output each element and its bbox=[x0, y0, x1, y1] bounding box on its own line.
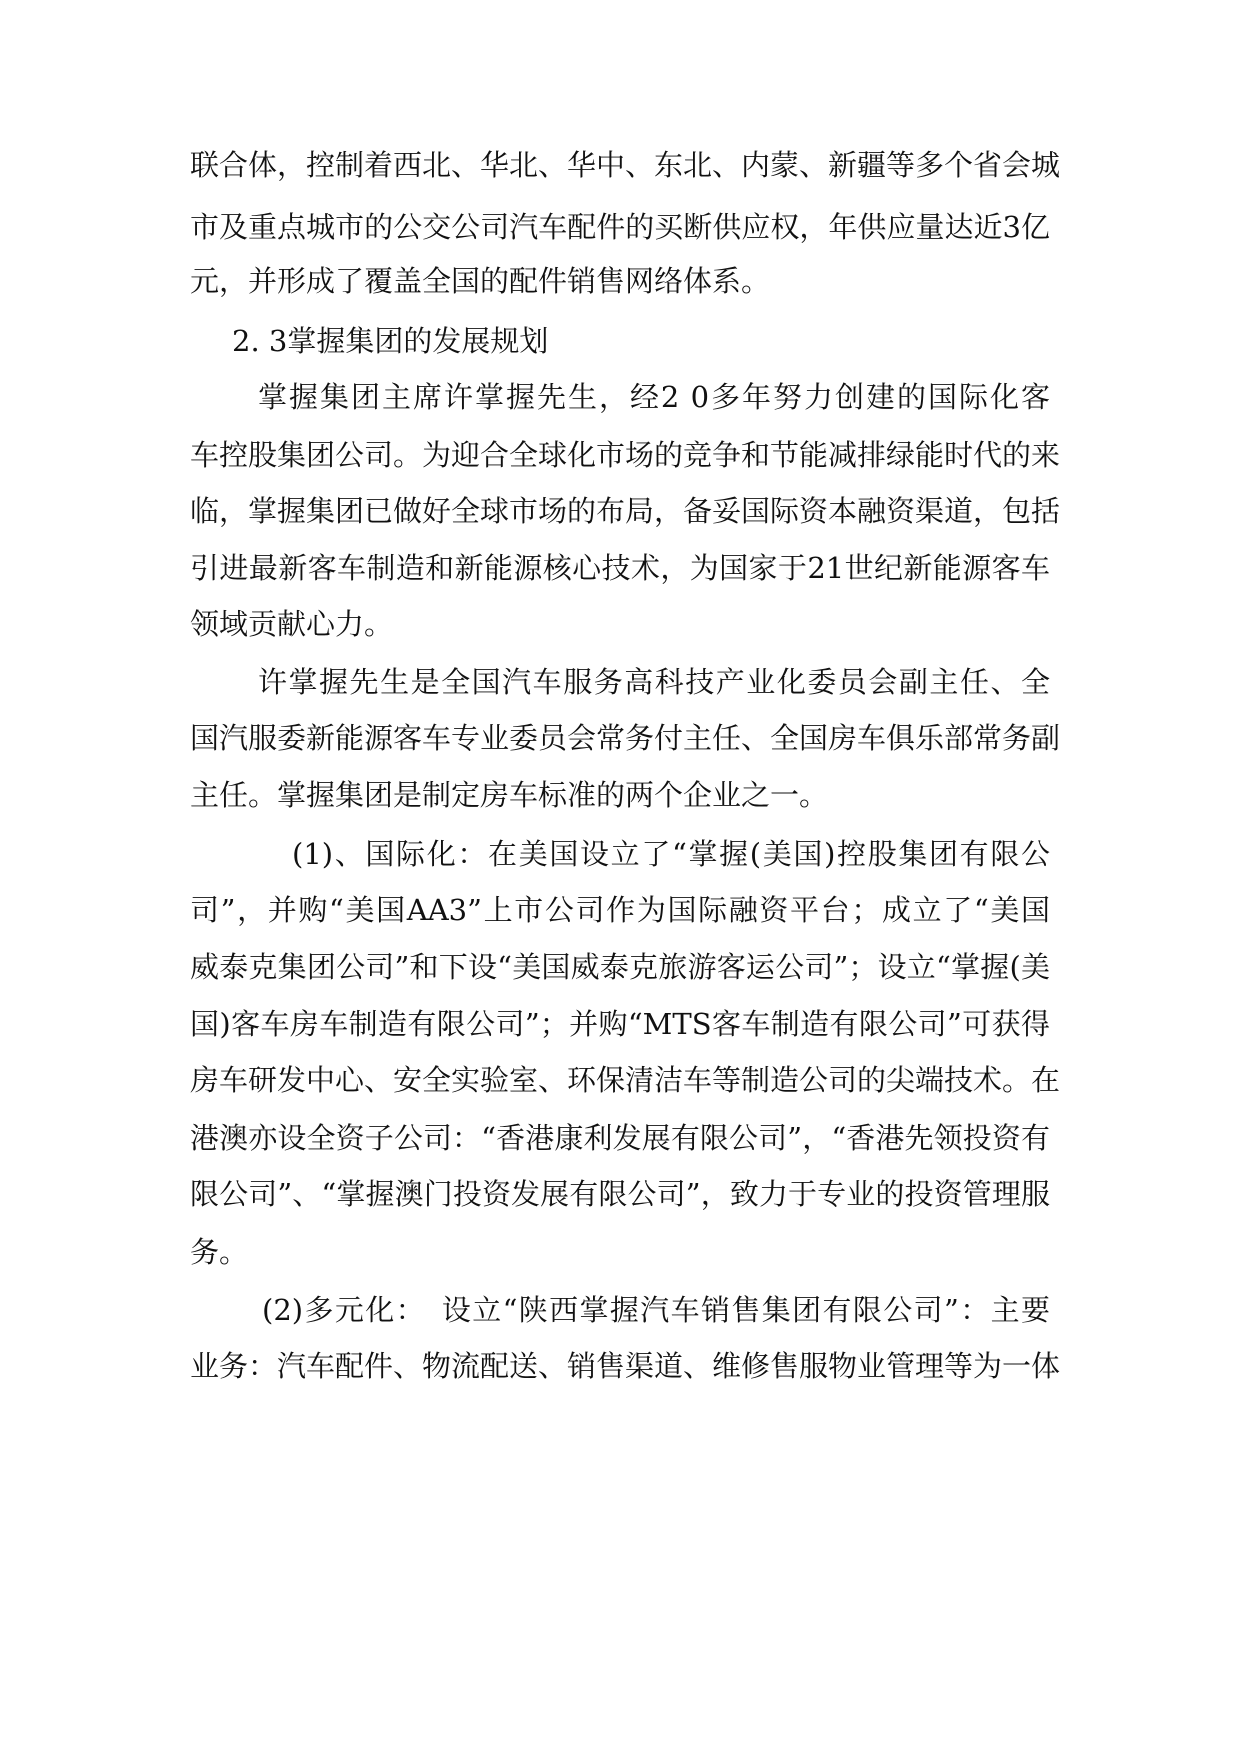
text-line-18: 港澳亦设全资子公司：“香港康利发展有限公司”，“香港先领投资有 bbox=[190, 1121, 1050, 1155]
text-line-6: 车控股集团公司。为迎合全球化市场的竞争和节能减排绿能时代的来 bbox=[190, 438, 1061, 472]
text-line-21: (2)多元化： 设立“陕西掌握汽车销售集团有限公司”：主要 bbox=[262, 1293, 1050, 1327]
text-line-1: 联合体，控制着西北、华北、华中、东北、内蒙、新疆等多个省会城 bbox=[190, 148, 1061, 182]
text-line-11: 国汽服委新能源客车专业委员会常务付主任、全国房车俱乐部常务副 bbox=[190, 721, 1061, 755]
text-line-14: 司”，并购“美国AA3”上市公司作为国际融资平台；成立了“美国 bbox=[190, 893, 1050, 927]
text-line-16: 国)客车房车制造有限公司”；并购“MTS客车制造有限公司”可获得 bbox=[190, 1007, 1050, 1041]
text-line-5: 掌握集团主席许掌握先生，经2 0多年努力创建的国际化客 bbox=[258, 380, 1050, 414]
text-line-20: 务。 bbox=[190, 1235, 249, 1269]
text-line-17: 房车研发中心、安全实验室、环保清洁车等制造公司的尖端技术。在 bbox=[190, 1063, 1061, 1097]
text-line-9: 领域贡献心力。 bbox=[190, 607, 394, 641]
text-line-2: 市及重点城市的公交公司汽车配件的买断供应权，年供应量达近3亿 bbox=[190, 210, 1050, 244]
section-heading: 2. 3掌握集团的发展规划 bbox=[232, 324, 549, 358]
text-line-13: (1)、国际化：在美国设立了“掌握(美国)控股集团有限公 bbox=[292, 837, 1050, 871]
text-line-12: 主任。掌握集团是制定房车标准的两个企业之一。 bbox=[190, 778, 829, 812]
text-line-19: 限公司”、“掌握澳门投资发展有限公司”，致力于专业的投资管理服 bbox=[190, 1177, 1050, 1211]
text-line-3: 元，并形成了覆盖全国的配件销售网络体系。 bbox=[190, 264, 771, 298]
text-line-10: 许掌握先生是全国汽车服务高科技产业化委员会副主任、全 bbox=[258, 665, 1050, 699]
text-line-8: 引进最新客车制造和新能源核心技术，为国家于21世纪新能源客车 bbox=[190, 551, 1050, 585]
text-line-7: 临，掌握集团已做好全球市场的布局，备妥国际资本融资渠道，包括 bbox=[190, 494, 1061, 528]
text-line-15: 威泰克集团公司”和下设“美国威泰克旅游客运公司”；设立“掌握(美 bbox=[190, 950, 1050, 984]
text-line-22: 业务：汽车配件、物流配送、销售渠道、维修售服物业管理等为一体 bbox=[190, 1349, 1061, 1383]
